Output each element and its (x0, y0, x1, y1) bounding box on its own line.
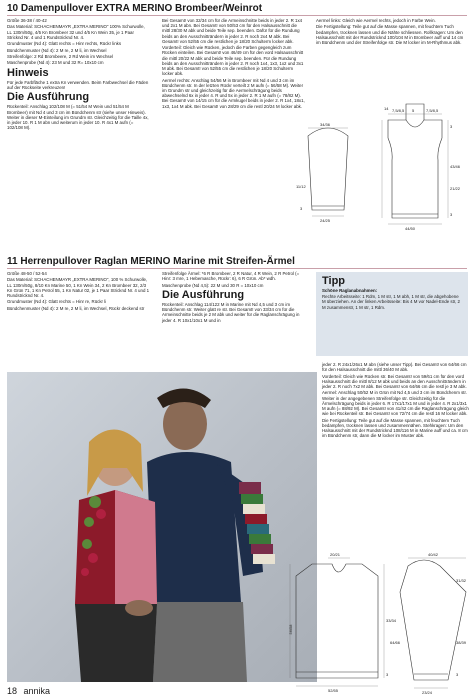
s11-col1 (7, 271, 150, 312)
hinweis-text: Für jede Farbfläche 1 extra Kn verwenden. Beim Farbwechsel die Fäden auf der Rückseite verkreuzen! (7, 79, 149, 90)
text-block: Bei Gesamt! von 32/34 cm für die Armeinschnitte beids in jeder 2. R 1x4 und 2x1 M abn. Bei Gesamt! von 50/53 cm für den Halsausschnitt die mittl 28/30 M abk und beide Teile sep. beenden. Dafür für die Rundung beids an den Ausschnitträndern in jeder 2. R noch 2x4 M abk. Bei Gesamt! von 52/55 cm die restlichen je 18/20 Schulterm locker abk. (162, 18, 303, 44)
material: Das Material: SCHACHENMAYR „EXTRA MERINO“, 100 % Schurwolle, LL 130m/50g, 8/10 Kn Marine 50, 1 Kn Wein 34, 2 Kn Brombeer 32, 2/3 Kn Grün 71, 1 Kn Petrol 55, 1 Kn Natur 02, je 1 Paar Stricknd Nr. 4 und 1 Rundstricknd Nr. 4. (7, 277, 150, 298)
aermel-links-text: Aermel links: Gleich wie Aermel rechts, jedoch in Farbe Wein. (316, 18, 436, 23)
aermel-text: Aermel: Anschlag 50/52 M in Grün mit Nd 4,5 und 3 cm im Bündchenm str. Weiter in der angegebenen Streifenfolge str. Gleichzeitig für die Ärmelschrägung beids in jeder 6. R 17x1/17x1 M und in jeder 4. R 2x1/3x1 M aufn (= 88/92 M). Bei Gesamt! von 41/42 cm die Raglanschrägung gleich wie bei Rückenteil str. Bei Gesamt! von 72/74 cm die restl 16 M locker abk. (322, 390, 469, 417)
streifenfolge: Streifenfolge Ärmel: *6 R Brombeer, 2 R Natur, 4 R Wein, 2 R Petrol (= Hinr: 3 mre, 1 Hebemasche, Rückr: 6), 6 R Grün. Ab* wdh. (162, 271, 300, 282)
ausfuehrung-heading: Die Ausführung (7, 91, 90, 104)
dim-label: 40/42 (428, 552, 439, 557)
dim-label: 56/58 (288, 624, 293, 635)
dim-label: 33/34 (386, 618, 397, 623)
material: Das Material: SCHACHENMAYR „EXTRA MERINO“ 100% Schurwolle, LL 130m/50g, 4/5 Kn Brombeer 32 und 4/5 Kn Wein 35, je 1 Paar Stricknd Nr. 4 und 1 Rundstricknd Nr. 4. (7, 24, 145, 40)
dim-label: 43/46 (450, 164, 461, 169)
page-number: 18 (7, 686, 18, 696)
dim-label: 3 (456, 672, 459, 677)
text-block: jeder 2. R 24x1/26x1 M abn (siehe unser Tipp). Bei Gesamt! von 64/66 cm für den Halsausschnitt die mittl 36/40 M abk. (322, 362, 467, 373)
s10-col3 (316, 18, 468, 46)
sizes: Größe 48-50 / 52-54 (7, 271, 47, 276)
dim-label: 3 (450, 124, 453, 129)
vorderteil-text: Vorderteil: Gleich wie Rücken str. Bei Gesamt! von 59/61 cm für den vord Halsausschnitt die mittl 8/12 M abk und beids an den Ausschnitträndern in jeder 2. R noch 7x2 M abk. Bei Gesamt! von 64/66 cm die restl je 3 M abk. (322, 373, 467, 389)
ausfuehrung-heading: Die Ausführung (162, 288, 245, 301)
divider (7, 15, 467, 16)
sleeve-outline (308, 128, 348, 210)
s10-schematic (288, 98, 470, 238)
tip-box (316, 272, 468, 356)
body-outline (388, 120, 442, 218)
dim-label: 7,5/8,5 (392, 108, 405, 113)
section-10-title: 10 Damenpullover EXTRA MERINO Brombeer/Weinrot (7, 3, 263, 14)
dim-label: 64/66 (390, 640, 401, 645)
dim-label: 3 (386, 672, 389, 677)
dim-label: 14 (384, 106, 389, 111)
dim-label: 31/32 (456, 578, 467, 583)
dim-label: 20/21 (330, 552, 341, 557)
maschenprobe: Maschenprobe (Nd 4,5): 22 M und 30 R = 10x10 cm (162, 282, 264, 288)
s11-col3 (322, 362, 469, 440)
dim-label: 5 (412, 108, 415, 113)
brand-name: annika (23, 686, 51, 696)
divider (7, 268, 467, 269)
footer (7, 686, 50, 697)
dim-label: 34/36 (320, 122, 331, 127)
dim-label: 24/25 (320, 218, 331, 223)
dim-label: 21/22 (450, 186, 461, 191)
s11-col2 (162, 271, 307, 324)
body-outline (296, 564, 378, 678)
s11-schematic (290, 548, 474, 694)
dim-label: 3 (300, 206, 303, 211)
tip-title: Tipp (322, 275, 346, 287)
dim-label: 44/50 (405, 226, 416, 231)
dim-label: 11/12 (296, 184, 306, 189)
fertigstellung-text: Die Fertigstellung: Teile gut auf die Masse spannen, mit feuchtem Tuch bedampfen, trocknen lassen und zusammennähen. Stehkragen: Um den Halsausschnitt mit der Rundstricknd 108/116 M in Marine auff und ca. 8 cm im Bündchenm str, dann die M locker im Muster abk. (322, 417, 468, 439)
streifen: Streifenfolge: 2 Rd Brombeere, 2 Rd Wein im Wechsel (7, 53, 113, 59)
sizes: Größe 36-38 / 40-42 (7, 18, 47, 23)
rueckenteil-text: Rückenteil: Anschlag 114/122 M in Marine mit Nd 4,5 und 3 cm im Bündchenm str. Weiter glatt re str. Bei Gesamt! von 33/34 cm für die Armeinschnitte beids je 2 M abk und weiter für die Raglanschrägung in jeder 4. R 10x1/10x1 M und in (162, 301, 300, 323)
dim-label: 38/39 (456, 640, 467, 645)
s10-col1 (7, 18, 150, 132)
model-photo (7, 372, 317, 682)
buendchen: Bündchenmuster (Nd 4): 2 M re, 2 M li, im Wechsel (7, 47, 107, 53)
grundmuster: Grundmuster (Nd 4): Glatt rechts = Hinr re, Rückr li (7, 299, 107, 305)
s10-col2 (162, 18, 305, 110)
hinweis-heading: Hinweis (7, 66, 49, 79)
fertigstellung-text: Die Fertigstellung: Teile gut auf die Masse spannen, mit feuchtem Tuch bedampfen, trocknen lassen und die Nähte schliessen. Rollkragen: Um den Halsausschnitt mit der Rundstricknd 100/104 M in Brombeer auff und 14 cm im Bündchenm und der Streifenfolge str. Die M locker im M-Rhythmus abk. (316, 24, 464, 45)
maschenprobe: Maschenprobe (Nd 4): 23 M und 32 R= 10x10 cm (7, 60, 104, 66)
dim-label: 7,5/8,5 (426, 108, 439, 113)
collar-outline (406, 104, 424, 120)
rueckenteil-text: Rückenteil: Anschlag 102/108 M (= 51/54 M Wein und 51/54 M Brombeer) mit Nd 4 und 3 cm im Bündchenm str (siehe unser Hinweis). Weiter in dieser M-Einteilung im Grundm str. Gleichzeitig für die Taille 4x, in jeder 10. R 1 M abn und weiterum in jeder 10. R 4x1 M aufn (= 102/108 M). (7, 104, 149, 131)
section-11-title: 11 Herrenpullover Raglan MERINO Marine mit Streifen-Ärmel (7, 256, 295, 267)
grundmuster: Grundmuster (Nd 4): Glatt rechts = Hinr rechts, Rückr links (7, 41, 122, 47)
tip-body: Rechte Arbeitsseite: 1 Rdm, 1 M str, 1 M abh, 1 M str, die abgehobene M überziehen. An der linken Arbeitsseite: Bis 4 M vor Nadel-Ende str, 2 M zusammenstr, 1 M str, 1 Rdm. (322, 294, 460, 310)
vorderteil-text: Vorderteil: Gleich wie Rücken, jedoch die Farben gegengleich zum Rücken einteilen. Bei Gesamt! von 46/49 cm für den vord Halsausschnitt die mittl 20/22 M abk und beide Teile sep. beenden. Für die Rundung beids an den Ausschnitträndern in jeder 2. R noch 1x4, 1x3, 1x2 und 3x1 M abk. Bei Gesamt! von 52/55 cm die restlichen je 18/20 Schulterm locker abk. (162, 45, 304, 77)
dim-label: 52/55 (328, 688, 339, 693)
aermel-rechts-text: Aermel rechts: Anschlag 54/56 M in Brombeer mit Nd 4 und 3 cm im Bündchenm str. In der letzten Rückr verteilt 2 M aufn (= 56/58 M). Weiter im Grundm str und gleichzeitig für die Aermelschrägung beids abwechselnd 6x in jeder 4. R und 5x in jeder 2. R 1 M aufn (= 78/82 M). Bei Gesamt! von 14/15 cm für die Armkugel beids in jeder 2. R 1x4, 18x1, 1x3, 1x4 M abk. Bei Gesamt! von 28/29 cm die restl 20/24 M locker abk. (162, 77, 305, 109)
dim-label: 3 (450, 212, 453, 217)
tip-subtitle: Schöne Raglanabnahmen: (322, 288, 378, 293)
buendchen: Bündchenmuster (Nd 4): 2 M re, 2 M li, im Wechsel, Rückr deckend str (7, 305, 145, 311)
dim-label: 23/24 (422, 690, 433, 695)
